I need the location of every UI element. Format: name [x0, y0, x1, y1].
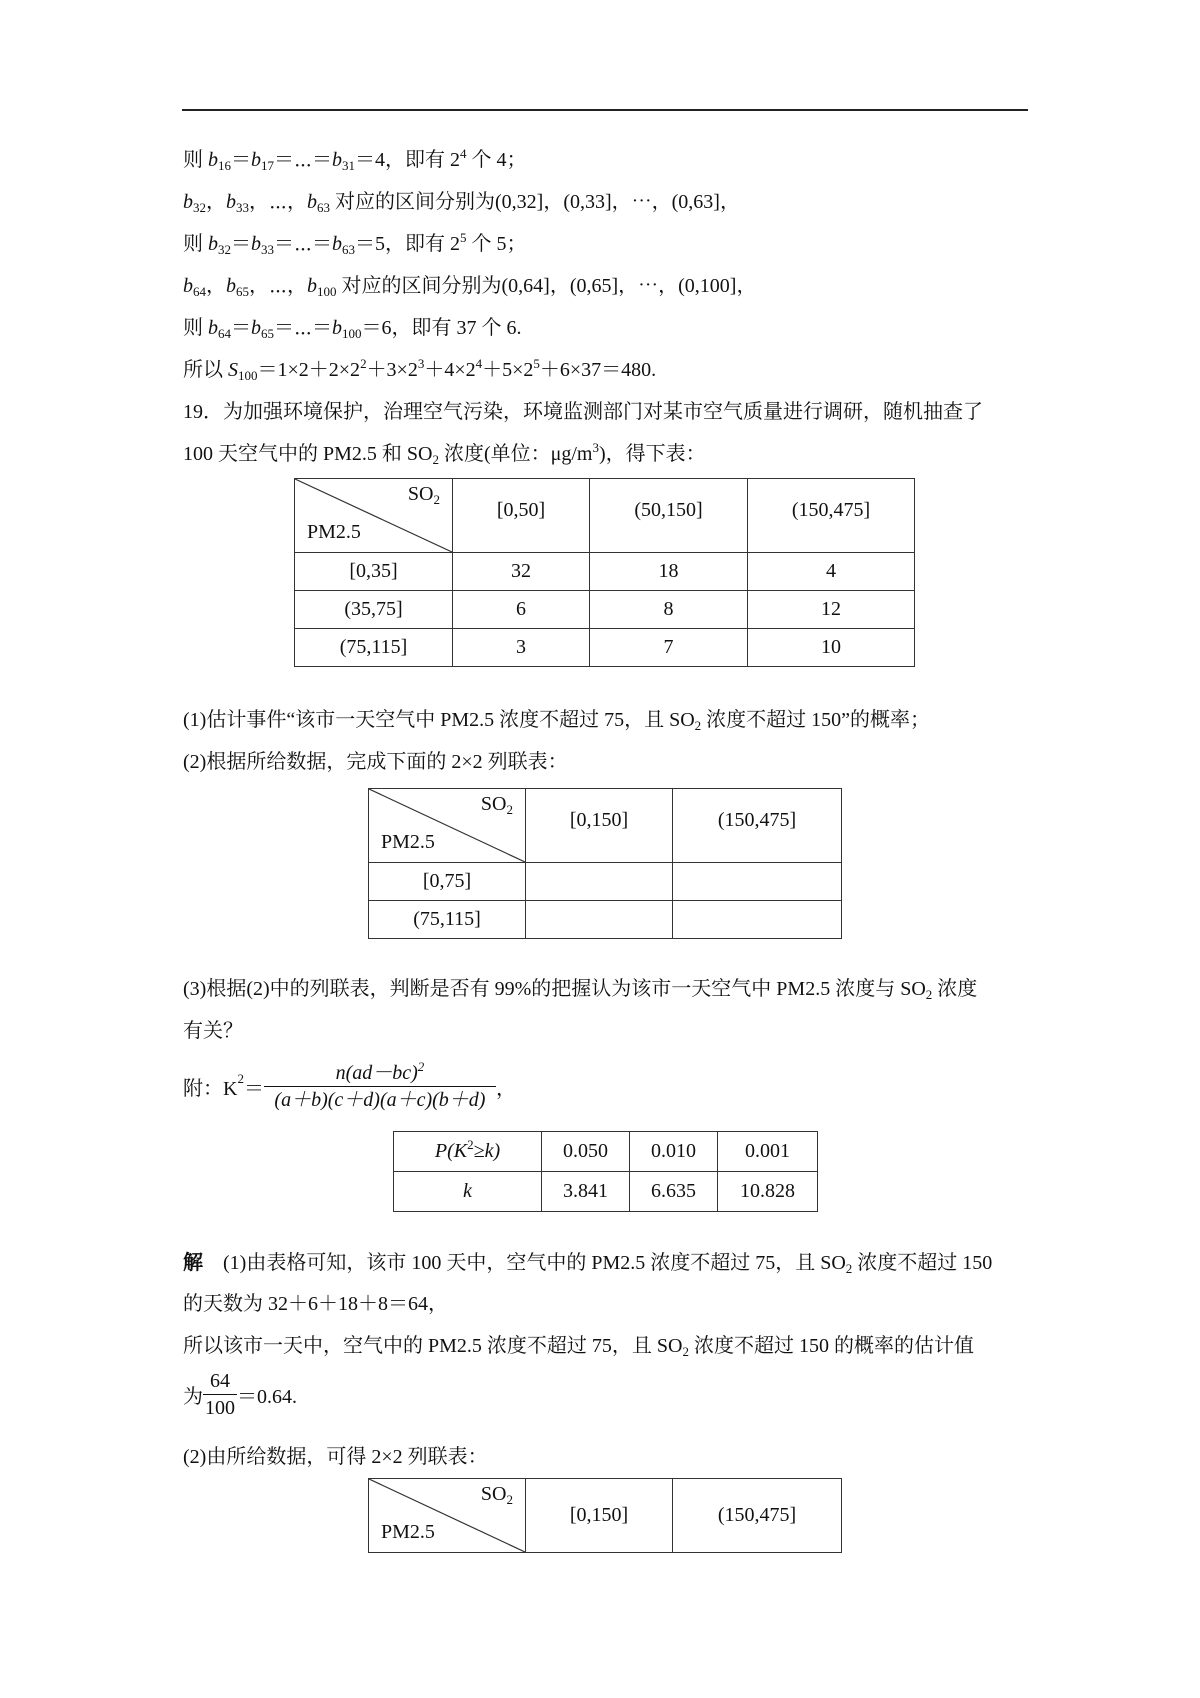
part-3-text-line2: 有关？: [183, 1020, 243, 1042]
table-row: $P(K^2\ge k)$ 0.050 0.010 0.001: [394, 1132, 818, 1172]
contingency-table-answer: [368, 1478, 842, 1553]
table-col-header: [0,50]: [453, 479, 590, 553]
text-line-b32: 则 $b_{32}=b_{33}=\cdots=b_{63}=5$，即有 $2^5$ 个 5；: [183, 230, 527, 257]
table-col-header: [0,150]: [526, 789, 673, 863]
table-row: [0,35] 32 18 4: [295, 553, 915, 591]
table-col-header: (150,475]: [673, 1479, 842, 1553]
part-3-text-line1: (3)根据(2)中的列联表，判断是否有 99%的把握认为该市一天空气中 PM2.5 浓度与 $SO_2$ 浓度: [183, 978, 978, 1002]
question-19-line2: 100 天空气中的 PM2.5 和 $SO_2$ 浓度(单位：$\mu g/m^3$)，得下表：: [183, 440, 706, 467]
text-line-b32-intervals: $b_{32}$，$b_{33}$，⋯，$b_{63}$ 对应的区间分别为(0,32]，(0,33]，⋯，(0,63]，: [183, 191, 740, 215]
table-row: (75,115] 3 7 10: [295, 629, 915, 667]
formula-k2: 附：$K^2=$ $\frac{n(ad-bc)^2}{(a+b)(c+d)(a+c)(b+d)}$ ，: [183, 1059, 516, 1111]
table-row: (35,75] 6 8 12: [295, 591, 915, 629]
data-table-pm25-so2: [294, 478, 915, 667]
text-line-b64: 则 $b_{64}=b_{65}=\cdots=b_{100}=6$，即有 37 个 6.: [183, 317, 522, 341]
question-19-line1: 19．为加强环境保护，治理空气污染，环境监测部门对某市空气质量进行调研，随机抽查了: [183, 401, 983, 423]
table-col-header: (150,475]: [673, 789, 842, 863]
header-rule: [182, 109, 1028, 111]
table-row: k 3.841 6.635 10.828: [394, 1172, 818, 1212]
table-col-header: (150,475]: [748, 479, 915, 553]
text-line-b16: 则 $b_{16}=b_{17}=\cdots=b_{31}=4$，即有 $2^4$ 个 4；: [183, 146, 527, 173]
table-row: [0,75]: [369, 863, 842, 901]
table-col-header: [0,150]: [526, 1479, 673, 1553]
part-2-text: (2)根据所给数据，完成下面的 2×2 列联表：: [183, 751, 568, 773]
solution-line3: 所以该市一天中，空气中的 PM2.5 浓度不超过 75，且 $SO_2$ 浓度不超过 150 的概率的估计值: [183, 1335, 974, 1359]
solution-line4: 为 $\frac{64}{100}$ ＝0.64.: [183, 1370, 297, 1419]
contingency-table-empty: [368, 788, 842, 939]
solution-line2: 的天数为 32＋6＋18＋8＝64，: [183, 1293, 448, 1315]
solution-line5: (2)由所给数据，可得 2×2 列联表：: [183, 1446, 488, 1468]
critical-value-table: [393, 1131, 818, 1212]
text-line-s100: 所以 $S_{100}=1\times 2+2\times 2^2+3\times 2^3+4\times 2^4+5\times 2^5+6\times 37=480$.: [183, 356, 657, 383]
part-1-text: (1)估计事件“该市一天空气中 PM2.5 浓度不超过 75，且 $SO_2$ 浓度不超过 150”的概率；: [183, 709, 931, 733]
table-corner-cell: $SO_2$ PM2.5: [369, 1479, 526, 1553]
table-row: (75,115]: [369, 901, 842, 939]
solution-line1: 解 (1)由表格可知，该市 100 天中，空气中的 PM2.5 浓度不超过 75，且 $SO_2$ 浓度不超过 150: [183, 1250, 993, 1276]
text-line-b64-intervals: $b_{64}$，$b_{65}$，⋯，$b_{100}$ 对应的区间分别为(0,64]，(0,65]，⋯，(0,100]，: [183, 275, 757, 299]
table-corner-cell: $SO_2$ PM2.5: [295, 479, 453, 553]
table-col-header: (50,150]: [590, 479, 748, 553]
table-corner-cell: $SO_2$ PM2.5: [369, 789, 526, 863]
